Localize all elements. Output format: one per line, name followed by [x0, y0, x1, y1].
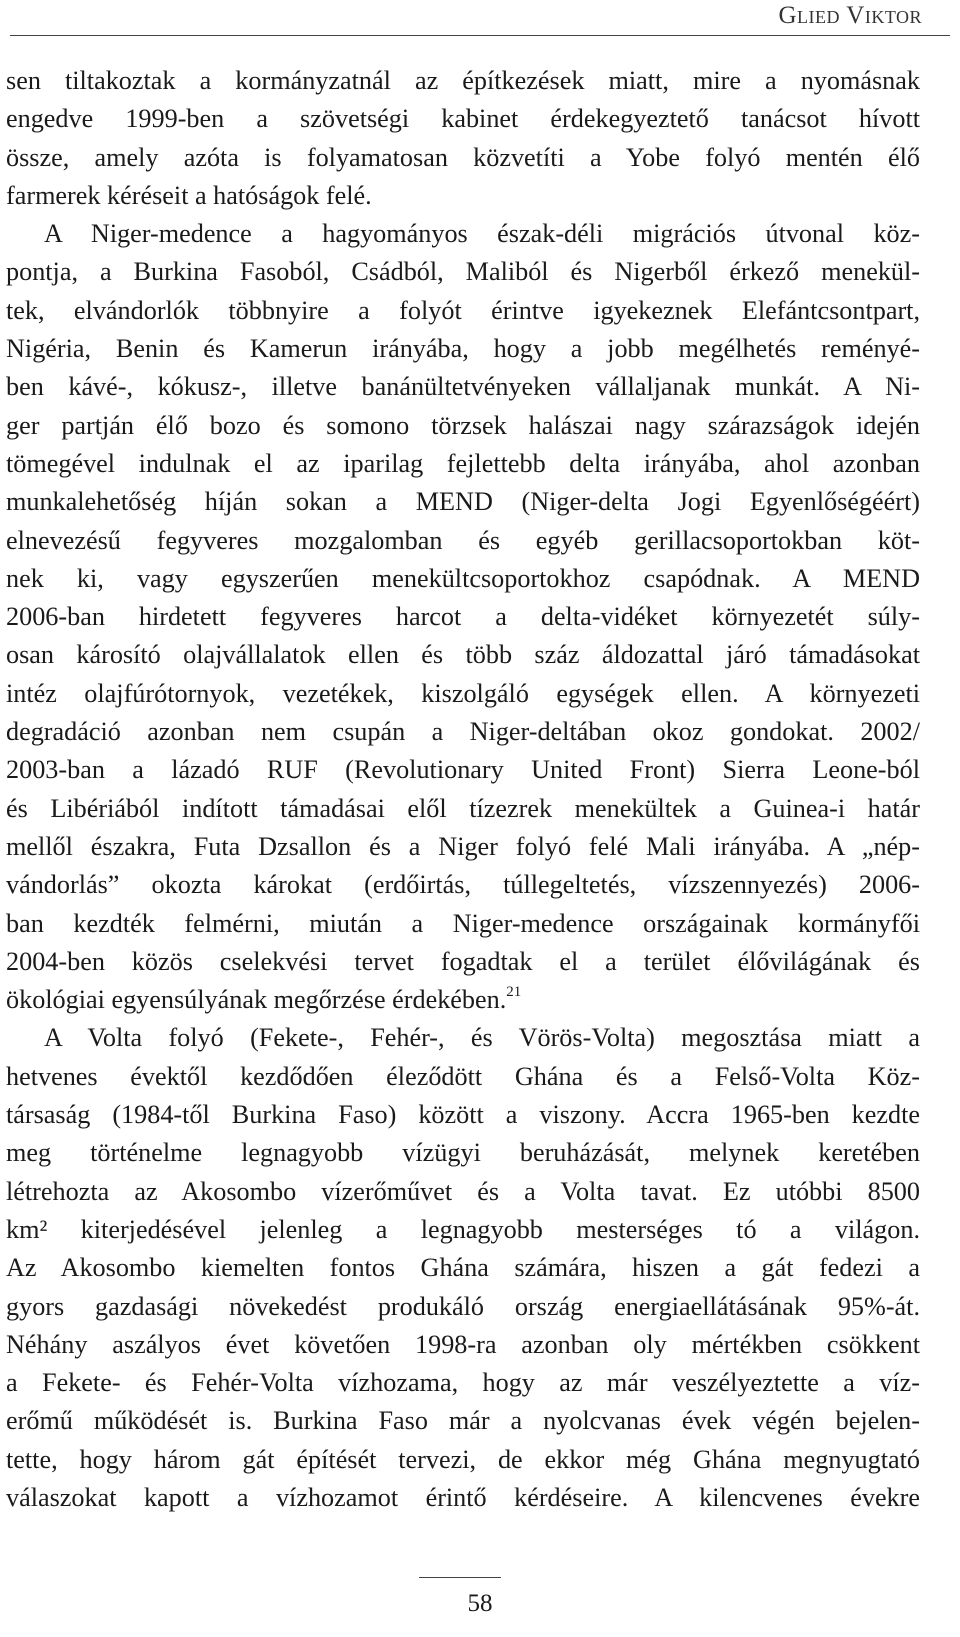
paragraph: [6, 215, 920, 1019]
text-line: A Niger-medence a hagyományos észak-déli migrációs útvonal köz-: [44, 219, 920, 249]
text-line: meg történelme legnagyobb vízügyi beruházását, melynek keretében: [6, 1138, 920, 1168]
text-line: erőmű működését is. Burkina Faso már a nyolcvanas évek végén bejelen-: [6, 1406, 920, 1436]
text-line: vándorlás” okozta károkat (erdőirtás, túllegeltetés, vízszennyezés) 2006-: [6, 870, 920, 900]
text-line: ben kávé-, kókusz-, illetve banánültetvényeken vállaljanak munkát. A Ni-: [6, 372, 920, 402]
header-rule: [10, 35, 950, 36]
text-line: 2003-ban a lázadó RUF (Revolutionary United Front) Sierra Leone-ból: [6, 755, 920, 785]
text-line: engedve 1999-ben a szövetségi kabinet érdekegyeztető tanácsot hívott: [6, 104, 920, 134]
text-line: sen tiltakoztak a kormányzatnál az építkezések miatt, mire a nyomásnak: [6, 66, 920, 95]
text-line: válaszokat kapott a vízhozamot érintő kérdéseire. A kilencvenes évekre: [6, 1482, 920, 1512]
text-line: km² kiterjedésével jelenleg a legnagyobb mesterséges tó a világon.: [6, 1214, 920, 1244]
text-line: munkalehetőség híján sokan a MEND (Niger-delta Jogi Egyenlőségéért): [6, 487, 920, 517]
text-line: pontja, a Burkina Fasoból, Csádból, Maliból és Nigerből érkező menekül-: [6, 257, 920, 287]
text-line: létrehozta az Akosombo vízerőművet és a Volta tavat. Ez utóbbi 8500: [6, 1176, 920, 1206]
text-line: ban kezdték felmérni, miután a Niger-medence országainak kormányfői: [6, 908, 920, 938]
text-line: Néhány aszályos évet követően 1998-ra azonban oly mértékben csökkent: [6, 1329, 920, 1359]
text-line: tette, hogy három gát építését tervezi, de ekkor még Ghána megnyugtató: [6, 1444, 920, 1474]
text-line: elnevezésű fegyveres mozgalomban és egyéb gerillacsoportokban köt-: [6, 525, 920, 555]
paragraph: [6, 1019, 920, 1517]
text-line: Nigéria, Benin és Kamerun irányába, hogy a jobb megélhetés reményé-: [6, 334, 920, 364]
text-line: össze, amely azóta is folyamatosan közvetíti a Yobe folyó mentén élő: [6, 142, 920, 172]
text-line: 2006-ban hirdetett fegyveres harcot a delta-vidéket környezetét súly-: [6, 602, 920, 632]
footer-rule: [419, 1577, 501, 1578]
text-line: farmerek kéréseit a hatóságok felé.: [6, 180, 372, 210]
text-line: társaság (1984-től Burkina Faso) között a viszony. Accra 1965-ben kezdte: [6, 1100, 920, 1130]
footnote-marker[interactable]: 21: [506, 984, 522, 1001]
text-line: tömegével indulnak el az iparilag fejlettebb delta irányába, ahol azonban: [6, 448, 920, 478]
text-line: hetvenes évektől kezdődően éleződött Ghána és a Felső-Volta Köz-: [6, 1061, 920, 1091]
text-line: gyors gazdasági növekedést produkáló ország energiaellátásának 95%-át.: [6, 1291, 920, 1321]
text-line: ökológiai egyensúlyának megőrzése érdekében.$^{21}$: [6, 984, 522, 1015]
text-line: tek, elvándorlók többnyire a folyót érintve igyekeznek Elefántcsontpart,: [6, 295, 920, 325]
page-number: 58: [467, 1590, 493, 1617]
paragraph: [6, 62, 920, 215]
text-line: és Libériából indított támadásai elől tízezrek menekültek a Guinea-i határ: [6, 793, 920, 823]
text-line: ger partján élő bozo és somono törzsek halászai nagy szárazságok idején: [6, 410, 920, 440]
text-line: degradáció azonban nem csupán a Niger-deltában okoz gondokat. 2002/: [6, 717, 920, 747]
text-line: nek ki, vagy egyszerűen menekültcsoportokhoz csapódnak. A MEND: [6, 563, 920, 593]
body-text: [6, 62, 920, 1517]
text-line: Az Akosombo kiemelten fontos Ghána számára, hiszen a gát fedezi a: [6, 1253, 920, 1283]
text-line: a Fekete- és Fehér-Volta vízhozama, hogy az már veszélyeztette a víz-: [6, 1368, 920, 1398]
text-line: osan károsító olajvállalatok ellen és több száz áldozattal járó támadásokat: [6, 640, 920, 670]
text-line: mellől északra, Futa Dzsallon és a Niger folyó felé Mali irányába. A „nép-: [6, 831, 920, 861]
text-line: A Volta folyó (Fekete-, Fehér-, és Vörös-Volta) megosztása miatt a: [44, 1023, 920, 1053]
text-line: 2004-ben közös cselekvési tervet fogadtak el a terület élővilágának és: [6, 946, 920, 976]
text-line: intéz olajfúrótornyok, vezetékek, kiszolgáló egységek ellen. A környezeti: [6, 678, 920, 708]
running-header-author: Glied Viktor: [778, 2, 922, 29]
